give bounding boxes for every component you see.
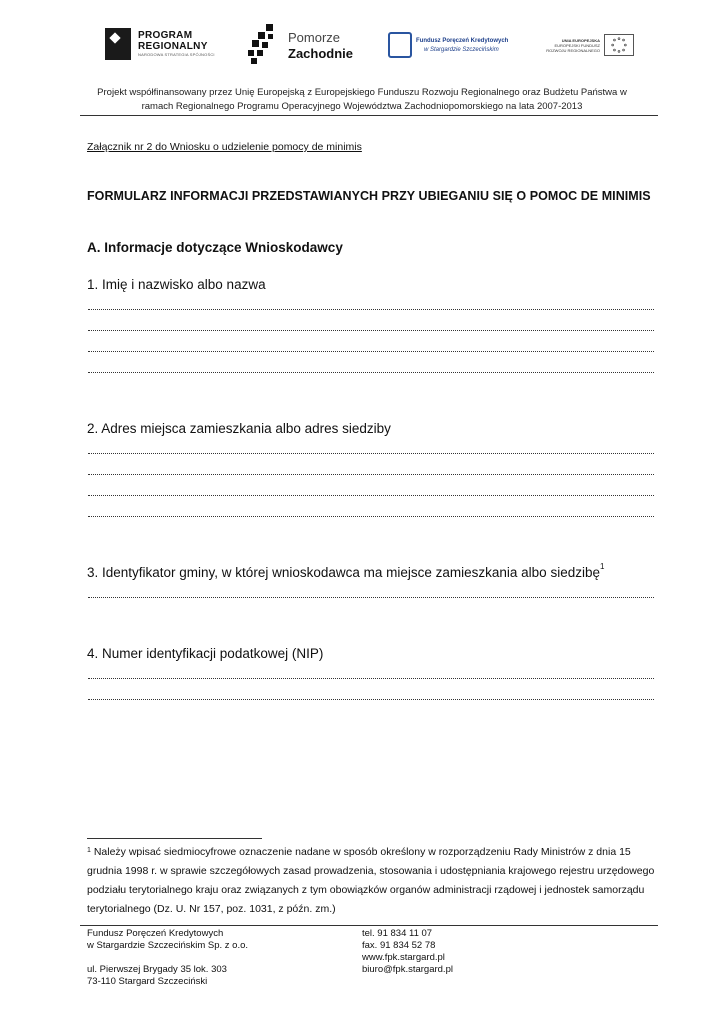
- pomorze-zachodnie-line2: Zachodnie: [288, 46, 354, 61]
- header-logos: [100, 18, 640, 70]
- eu-logo: [540, 18, 640, 70]
- footnote-1: [87, 843, 657, 919]
- eu-logo-line2: EUROPEJSKI FUNDUSZ: [554, 43, 600, 48]
- footnote-text: Należy wpisać siedmiocyfrowe oznaczenie nadane w sposób określony w rozporządzeniu Rady Ministrów z dnia 15 grudnia 1998 r. w sprawie szczegółowych zasad prowadzenia, stosowania i udostępniania krajowego rejestru urzędowego podziału terytorialnego kraju oraz związanych z tym obowiązków organów administracji rządowej i jednostek samorządu terytorialnego (Dz. U. Nr 157, poz. 1031, z późn. zm.): [87, 846, 655, 915]
- question-3-label: [87, 562, 605, 580]
- eu-flag-icon: [604, 34, 634, 56]
- question-2-label: 2. Adres miejsca zamieszkania albo adres siedziby: [87, 421, 391, 436]
- footer-divider: [80, 925, 658, 926]
- footer-address-line2: 73-110 Stargard Szczeciński: [87, 976, 208, 987]
- project-note-line2: ramach Regionalnego Programu Operacyjnego Województwa Zachodniopomorskiego na lata 2007-2013: [141, 101, 583, 112]
- footer-address-line1: ul. Pierwszej Brygady 35 lok. 303: [87, 964, 227, 975]
- footnote-separator: [87, 838, 262, 839]
- question-2-answer-line-1[interactable]: [88, 453, 654, 454]
- question-2-answer-line-4[interactable]: [88, 516, 654, 517]
- footer-org-line1: Fundusz Poręczeń Kredytowych: [87, 928, 224, 939]
- question-1-answer-line-2[interactable]: [88, 330, 654, 331]
- question-1-answer-line-3[interactable]: [88, 351, 654, 352]
- question-2-answer-line-3[interactable]: [88, 495, 654, 496]
- footer-organization: [87, 928, 248, 988]
- fpk-mark-icon: [388, 32, 412, 58]
- header-divider: [80, 115, 658, 116]
- question-1-answer-line-4[interactable]: [88, 372, 654, 373]
- program-regionalny-line2: REGIONALNY: [138, 41, 208, 52]
- pomorze-zachodnie-logo: [248, 18, 358, 70]
- question-4-label: 4. Numer identyfikacji podatkowej (NIP): [87, 646, 324, 661]
- fpk-logo-line2: w Stargardzie Szczecińskim: [424, 47, 499, 53]
- pomorze-zachodnie-mark-icon: [248, 22, 280, 66]
- pomorze-zachodnie-line1: Pomorze: [288, 30, 341, 45]
- question-4-answer-line-2[interactable]: [88, 699, 654, 700]
- fpk-logo: [388, 18, 513, 70]
- fpk-logo-line1: Fundusz Poręczeń Kredytowych: [416, 38, 509, 44]
- footer-www-link[interactable]: www.fpk.stargard.pl: [362, 952, 445, 963]
- question-1-answer-line-1[interactable]: [88, 309, 654, 310]
- eu-logo-line1: UNIA EUROPEJSKA: [561, 38, 600, 43]
- form-title: FORMULARZ INFORMACJI PRZEDSTAWIANYCH PRZY UBIEGANIU SIĘ O POMOC DE MINIMIS: [87, 189, 651, 203]
- project-note-line1: Projekt współfinansowany przez Unię Europejską z Europejskiego Funduszu Rozwoju Regionalnego oraz Budżetu Państwa w: [97, 87, 627, 98]
- eu-logo-line3: ROZWOJU REGIONALNEGO: [546, 48, 600, 53]
- project-cofinancing-note: [80, 86, 644, 114]
- question-3-text: 3. Identyfikator gminy, w której wnioskodawca ma miejsce zamieszkania albo siedzibę: [87, 565, 600, 580]
- question-2-answer-line-2[interactable]: [88, 474, 654, 475]
- footer-contact: [362, 928, 453, 976]
- question-1-label: 1. Imię i nazwisko albo nazwa: [87, 277, 266, 292]
- program-regionalny-logo: [100, 18, 220, 70]
- question-4-answer-line-1[interactable]: [88, 678, 654, 679]
- program-regionalny-mark-icon: [105, 28, 131, 60]
- question-3-answer-line-1[interactable]: [88, 597, 654, 598]
- footnote-ref-1[interactable]: 1: [599, 562, 605, 571]
- program-regionalny-line1: PROGRAM: [138, 30, 193, 41]
- footer-email-link[interactable]: biuro@fpk.stargard.pl: [362, 964, 453, 975]
- section-a-heading: A. Informacje dotyczące Wnioskodawcy: [87, 240, 343, 255]
- annex-heading: Załącznik nr 2 do Wniosku o udzielenie pomocy de minimis: [87, 141, 362, 153]
- program-regionalny-tagline: NARODOWA STRATEGIA SPÓJNOŚCI: [138, 52, 215, 57]
- footnote-marker: 1: [87, 847, 91, 854]
- footer-fax: fax. 91 834 52 78: [362, 940, 436, 951]
- footer-tel: tel. 91 834 11 07: [362, 928, 433, 939]
- footer-org-line2: w Stargardzie Szczecińskim Sp. z o.o.: [87, 940, 249, 951]
